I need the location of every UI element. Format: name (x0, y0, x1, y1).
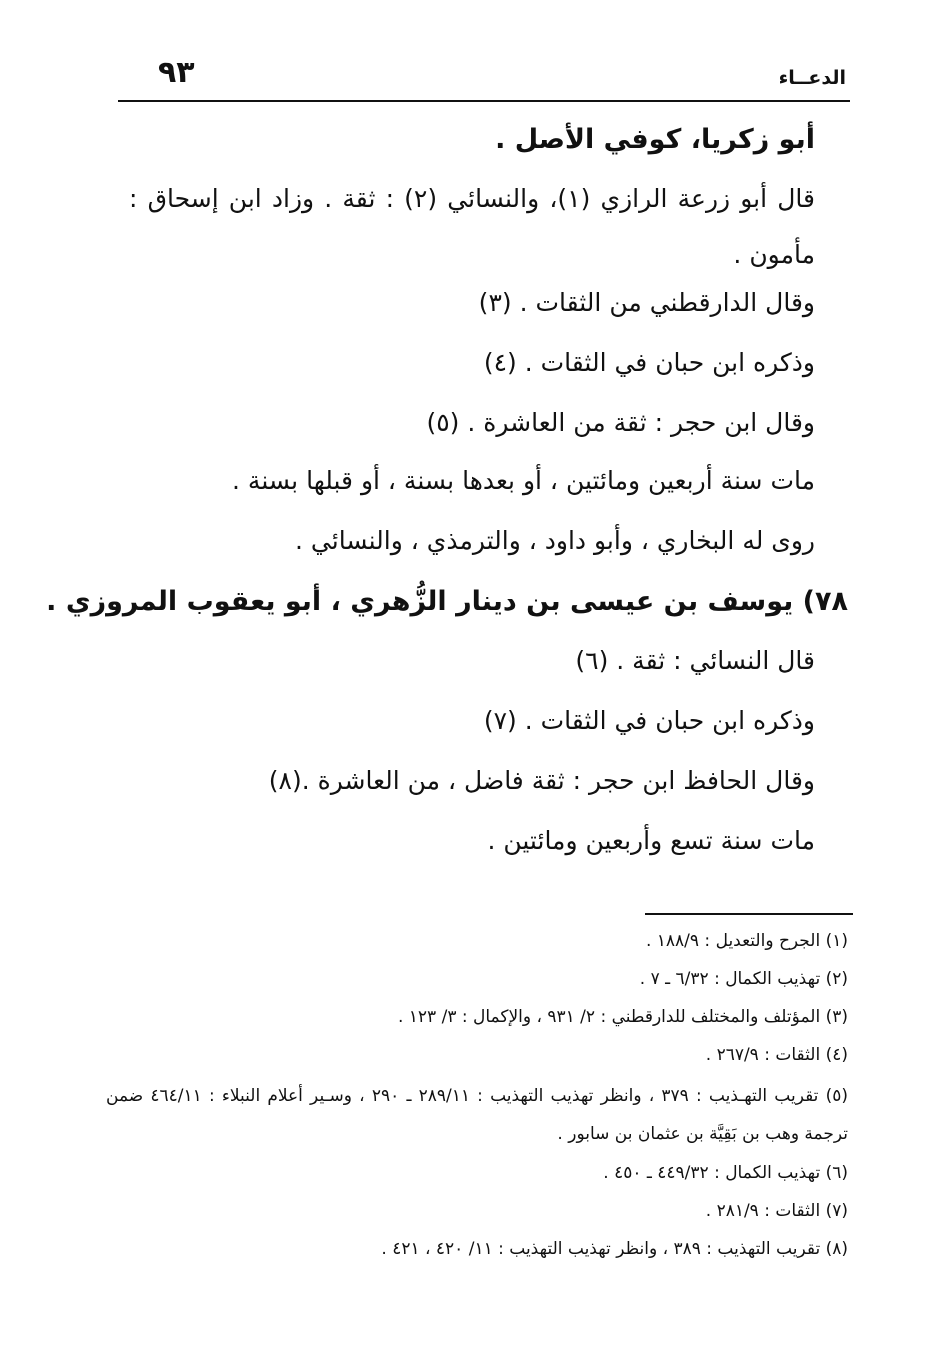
footnote-7: (٧) الثقات : ٢٨١/٩ . (705, 1201, 848, 1221)
body-line-1: أبو زكريا، كوفي الأصل . (495, 124, 815, 155)
footnote-4: (٤) الثقات : ٢٦٧/٩ . (705, 1045, 848, 1065)
body-paragraph-2: قال أبو زرعة الرازي (١)، والنسائي (٢) : ثقة . وزاد ابن إسحاق : مأمون . (129, 184, 815, 269)
footnote-6: (٦) تهذيب الكمال : ٤٤٩/٣٢ ـ ٤٥٠ . (603, 1163, 848, 1183)
body-line-10: وذكره ابن حبان في الثقات . (٧) (483, 706, 815, 735)
footnote-2: (٢) تهذيب الكمال : ٦/٣٢ ـ ٧ . (639, 969, 848, 989)
body-line-5: وقال ابن حجر : ثقة من العاشرة . (٥) (426, 408, 815, 437)
body-line-12: مات سنة تسع وأربعين ومائتين . (487, 826, 815, 855)
footnote-separator (645, 913, 853, 915)
page-number: ٩٣ (158, 55, 195, 90)
body-line-11: وقال الحافظ ابن حجر : ثقة فاضل ، من العاشرة .(٨) (268, 766, 815, 795)
page-header (118, 55, 850, 97)
running-title: الدعــاء (778, 67, 846, 89)
body-line-3: وقال الدارقطني من الثقات . (٣) (478, 288, 815, 317)
body-line-6: مات سنة أربعين ومائتين ، أو بعدها بسنة ، أو قبلها بسنة . (232, 466, 815, 495)
footnote-5: (٥) تقريب التهـذيب : ٣٧٩ ، وانظر تهذيب التهذيب : ٢٨٩/١١ ـ ٢٩٠ ، وسـير أعلام النبلاء : ٤٦٤/١١ ضمن ترجمة وهب بن بَقِيَّة بن عثمان بن سابور . (106, 1086, 848, 1144)
entry-heading-78: ٧٨) يوسف بن عيسى بن دينار الزُّهري ، أبو يعقوب المروزي . (46, 586, 848, 617)
footnote-8: (٨) تقريب التهذيب : ٣٨٩ ، وانظر تهذيب التهذيب : ١١/ ٤٢٠ ، ٤٢١ . (381, 1239, 848, 1259)
footnote-3: (٣) المؤتلف والمختلف للدارقطني : ٢/ ٩٣١ ، والإكمال : ٣/ ١٢٣ . (397, 1007, 848, 1027)
body-line-4: وذكره ابن حبان في الثقات . (٤) (483, 348, 815, 377)
body-line-7: روى له البخاري ، وأبو داود ، والترمذي ، والنسائي . (295, 526, 815, 555)
header-rule (118, 100, 850, 102)
body-line-9: قال النسائي : ثقة . (٦) (575, 646, 815, 675)
footnote-1: (١) الجرح والتعديل : ١٨٨/٩ . (645, 931, 848, 951)
